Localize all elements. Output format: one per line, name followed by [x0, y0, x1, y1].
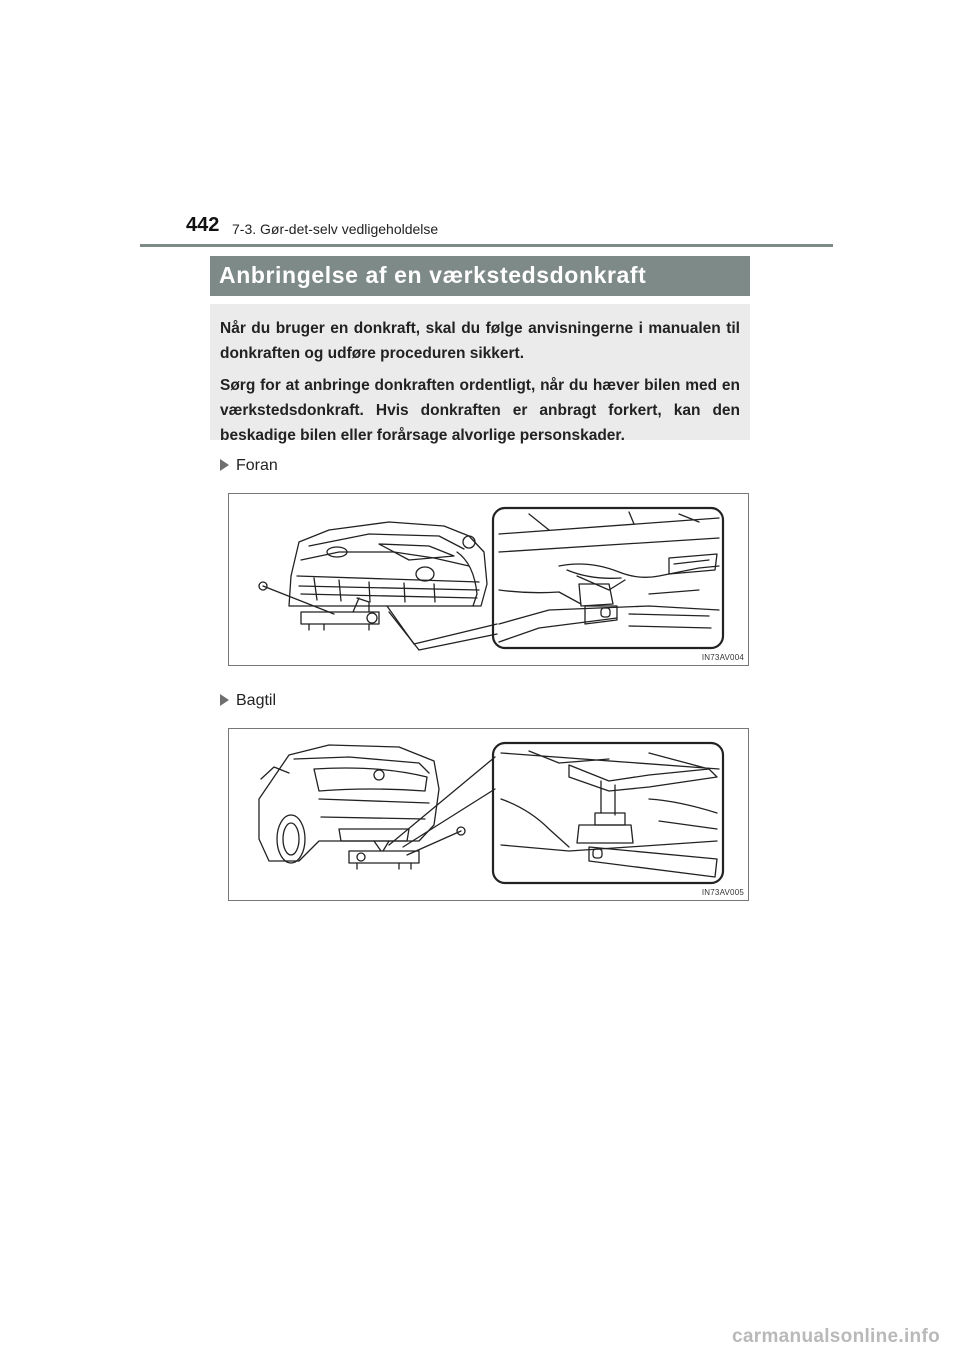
- intro-paragraph: Når du bruger en donkraft, skal du følge anvisningerne i manualen til donkraften og udføre proceduren sikkert.: [220, 320, 740, 362]
- section-title: Anbringelse af en værkstedsdonkraft: [210, 256, 750, 296]
- figure-rear-jack-point: [228, 728, 749, 901]
- jack-handle: [263, 586, 334, 614]
- intro-paragraph: Sørg for at anbringe donkraften ordentligt, når du hæver bilen med en værkstedsdonkraft. Hvis donkraften er anbragt forkert, kan den beskadige bilen eller forårsage alvorlige personskader.: [220, 377, 740, 444]
- triangle-bullet-icon: [220, 694, 229, 706]
- jack-saddle: [577, 825, 633, 843]
- bullet-front: [220, 457, 278, 475]
- bullet-rear: [220, 692, 276, 710]
- chapter-title: 7-3. Gør-det-selv vedligeholdelse: [232, 221, 439, 237]
- figure-front-jack-point: [228, 493, 749, 666]
- triangle-bullet-icon: [220, 459, 229, 471]
- header-divider: [140, 244, 833, 247]
- rear-jack-illustration: [229, 729, 750, 902]
- front-jack-illustration: [229, 494, 750, 667]
- jack-saddle: [579, 584, 613, 606]
- intro-box: [210, 304, 750, 444]
- watermark: carmanualsonline.info: [732, 1326, 940, 1347]
- page-number: 442: [186, 214, 220, 236]
- figure-code: IN73AV004: [701, 653, 744, 662]
- figure-code: IN73AV005: [701, 888, 744, 897]
- bullet-label: Foran: [236, 457, 278, 474]
- bullet-label: Bagtil: [236, 692, 277, 709]
